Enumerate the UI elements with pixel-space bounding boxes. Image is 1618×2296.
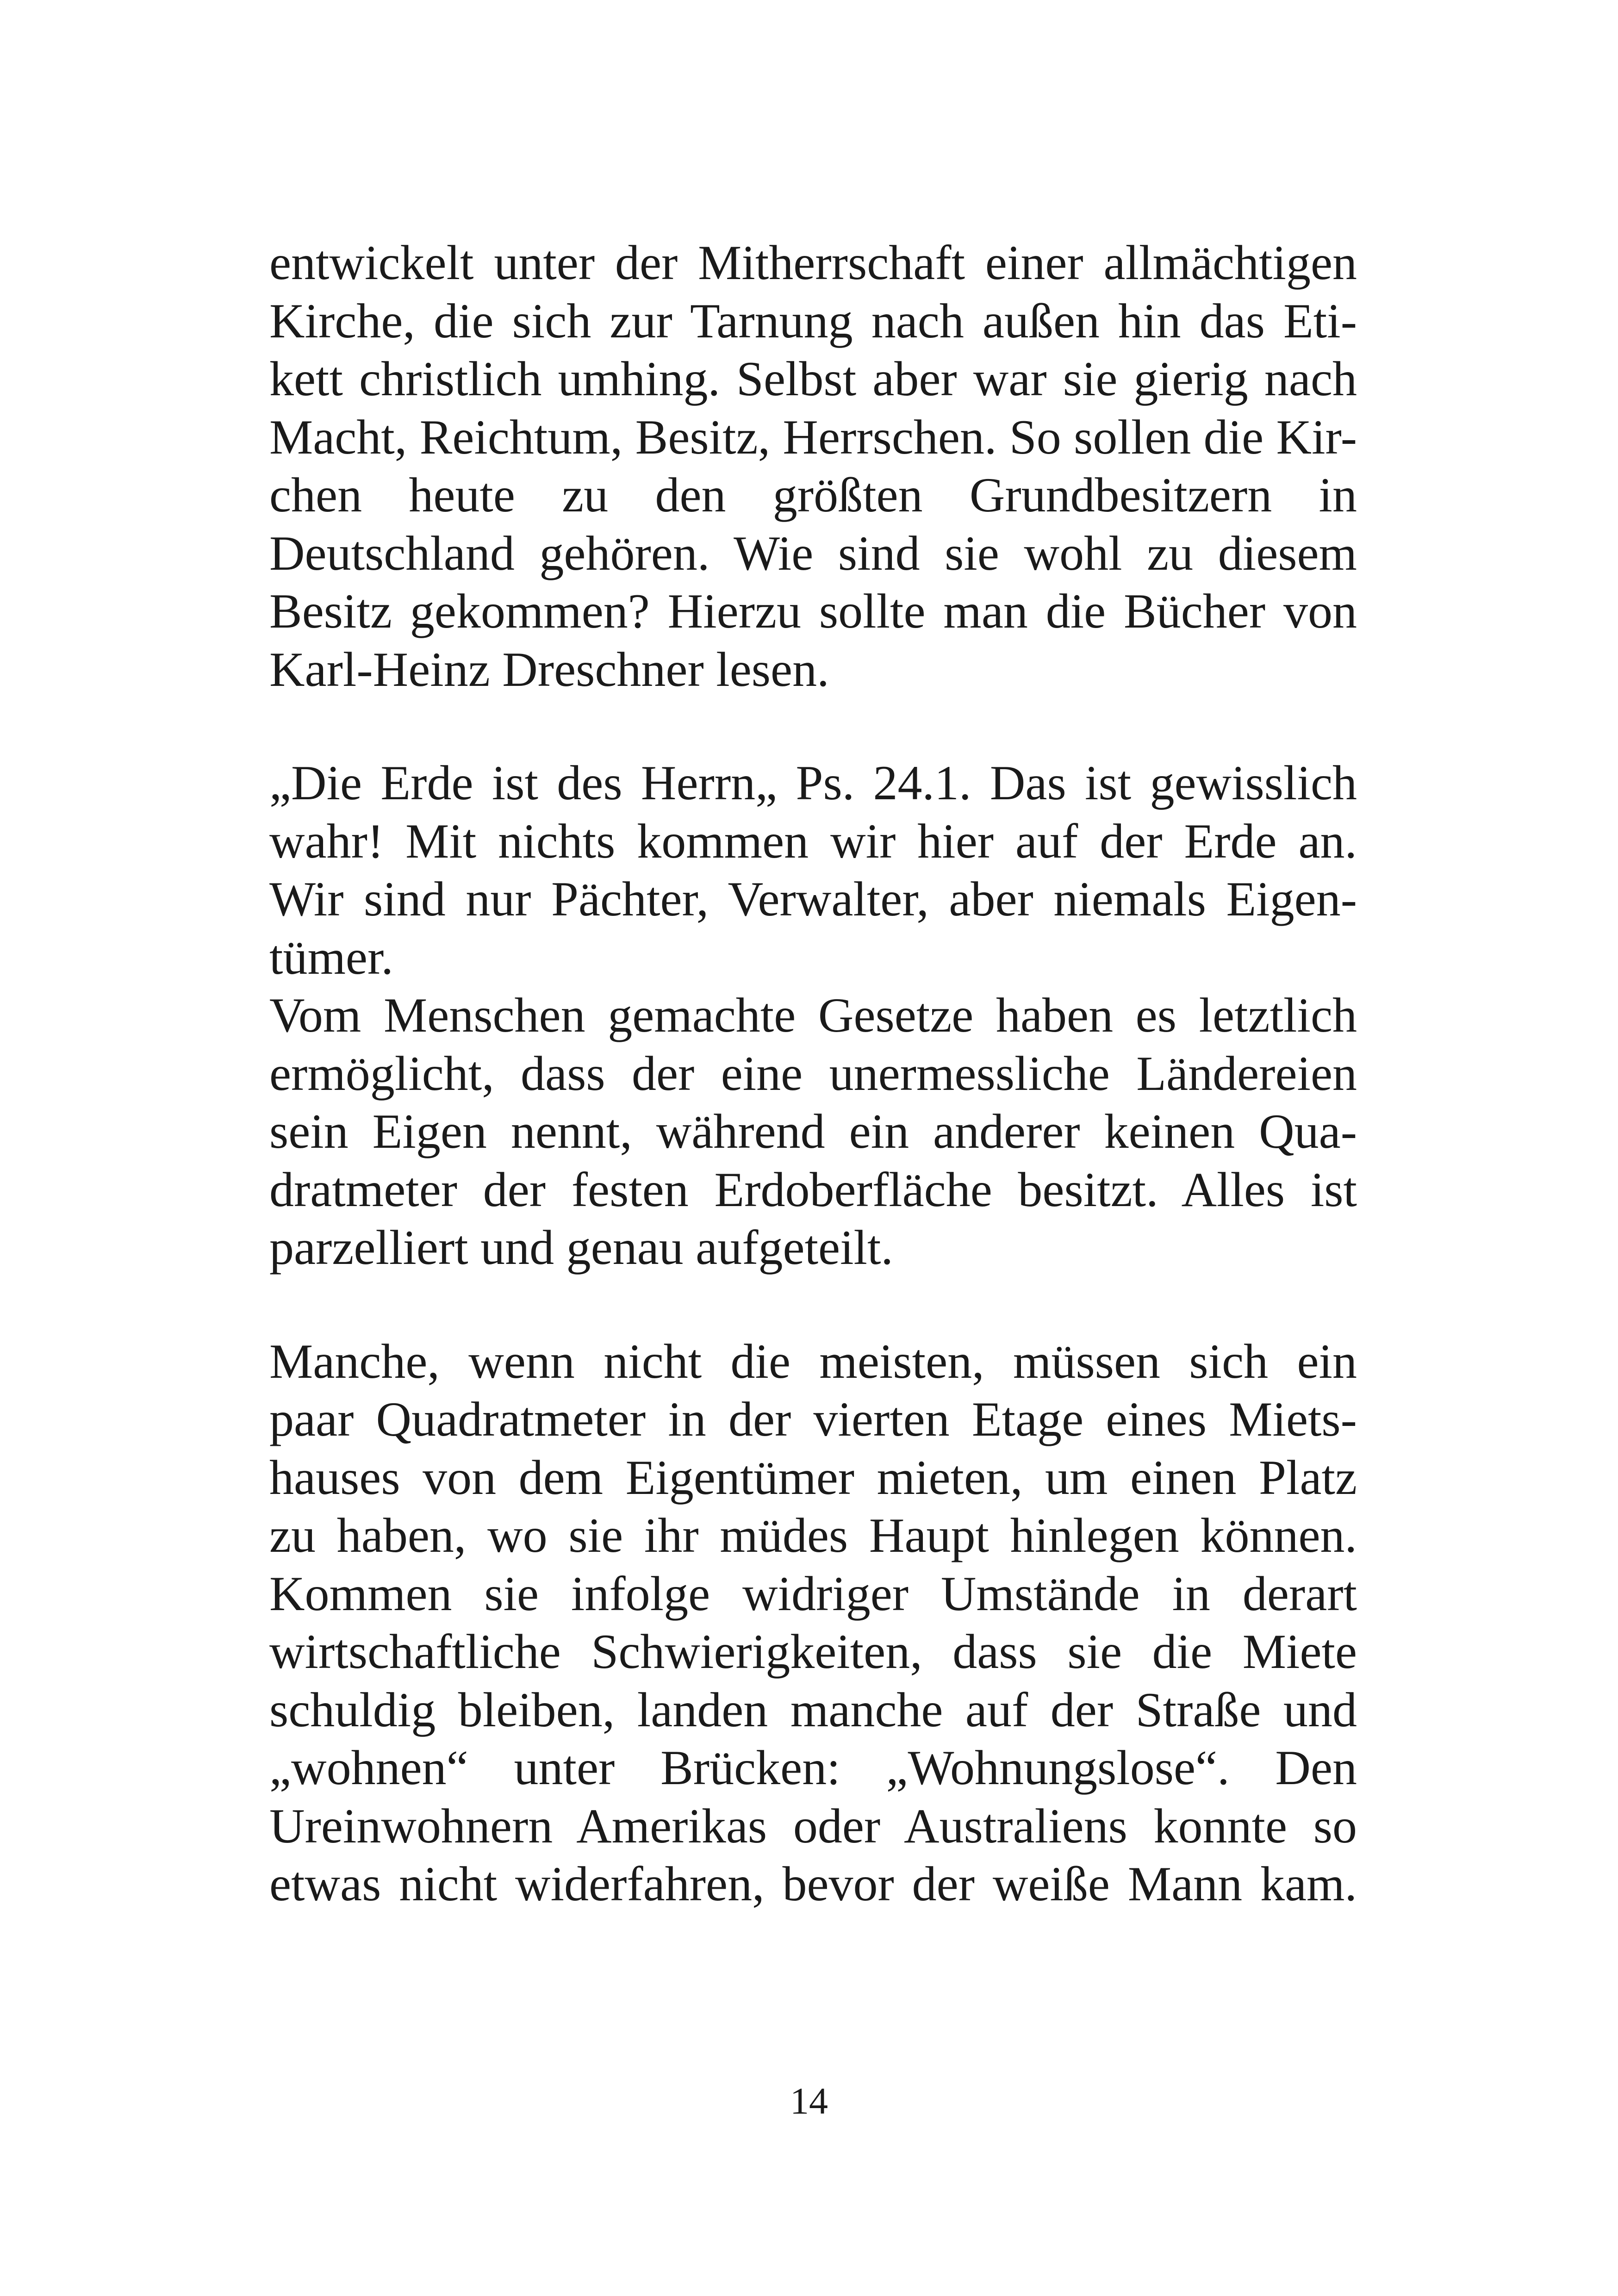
- text-line: Karl-Heinz Dreschner lesen.: [269, 642, 829, 697]
- text-line: wahr! Mit nichts kommen wir hier auf der Erde an.: [269, 814, 1357, 868]
- text-line: Wir sind nur Pächter, Verwalter, aber niemals Eigen-: [269, 872, 1357, 926]
- paragraph-3: [269, 986, 1357, 1277]
- text-line: Deutschland gehören. Wie sind sie wohl zu diesem: [269, 526, 1357, 580]
- text-line: dratmeter der festen Erdoberfläche besitzt. Alles ist: [269, 1162, 1357, 1217]
- text-line: Macht, Reichtum, Besitz, Herrschen. So sollen die Kir-: [269, 410, 1357, 464]
- text-line: „wohnen“ unter Brücken: „Wohnungslose“. Den: [269, 1741, 1357, 1795]
- paragraph-2: [269, 754, 1357, 986]
- text-line: Ureinwohnern Amerikas oder Australiens konnte so: [269, 1798, 1357, 1853]
- text-line: zu haben, wo sie ihr müdes Haupt hinlegen können.: [269, 1508, 1357, 1562]
- text-line: „Die Erde ist des Herrn„ Ps. 24.1. Das ist gewisslich: [269, 756, 1357, 810]
- text-line: hauses von dem Eigentümer mieten, um einen Platz: [269, 1450, 1357, 1505]
- text-line: tümer.: [269, 930, 393, 984]
- text-line: Kommen sie infolge widriger Umstände in derart: [269, 1566, 1357, 1621]
- text-line: kett christlich umhing. Selbst aber war sie gierig nach: [269, 352, 1357, 406]
- paragraph-spacer: [269, 1277, 1357, 1332]
- text-line: Kirche, die sich zur Tarnung nach außen hin das Eti-: [269, 293, 1357, 348]
- text-line: etwas nicht widerfahren, bevor der weiße Mann kam.: [269, 1857, 1357, 1911]
- text-line: Vom Menschen gemachte Gesetze haben es letztlich: [269, 988, 1357, 1042]
- text-line: wirtschaftliche Schwierigkeiten, dass sie die Miete: [269, 1624, 1357, 1679]
- text-line: Besitz gekommen? Hierzu sollte man die Bücher von: [269, 584, 1357, 638]
- text-line: paar Quadratmeter in der vierten Etage eines Miets-: [269, 1392, 1357, 1446]
- text-line: Manche, wenn nicht die meisten, müssen sich ein: [269, 1334, 1357, 1388]
- text-line: parzelliert und genau aufgeteilt.: [269, 1220, 893, 1275]
- text-line: schuldig bleiben, landen manche auf der Straße und: [269, 1682, 1357, 1737]
- text-line: chen heute zu den größten Grundbesitzern in: [269, 468, 1357, 522]
- page-number: 14: [790, 2080, 828, 2122]
- body-text: [269, 234, 1357, 1913]
- text-line: sein Eigen nennt, während ein anderer keinen Qua-: [269, 1104, 1357, 1158]
- text-line: ermöglicht, dass der eine unermessliche Ländereien: [269, 1046, 1357, 1101]
- paragraph-spacer: [269, 698, 1357, 754]
- text-line: entwickelt unter der Mitherrschaft einer allmächtigen: [269, 236, 1357, 290]
- paragraph-1: [269, 234, 1357, 698]
- paragraph-4: [269, 1332, 1357, 1913]
